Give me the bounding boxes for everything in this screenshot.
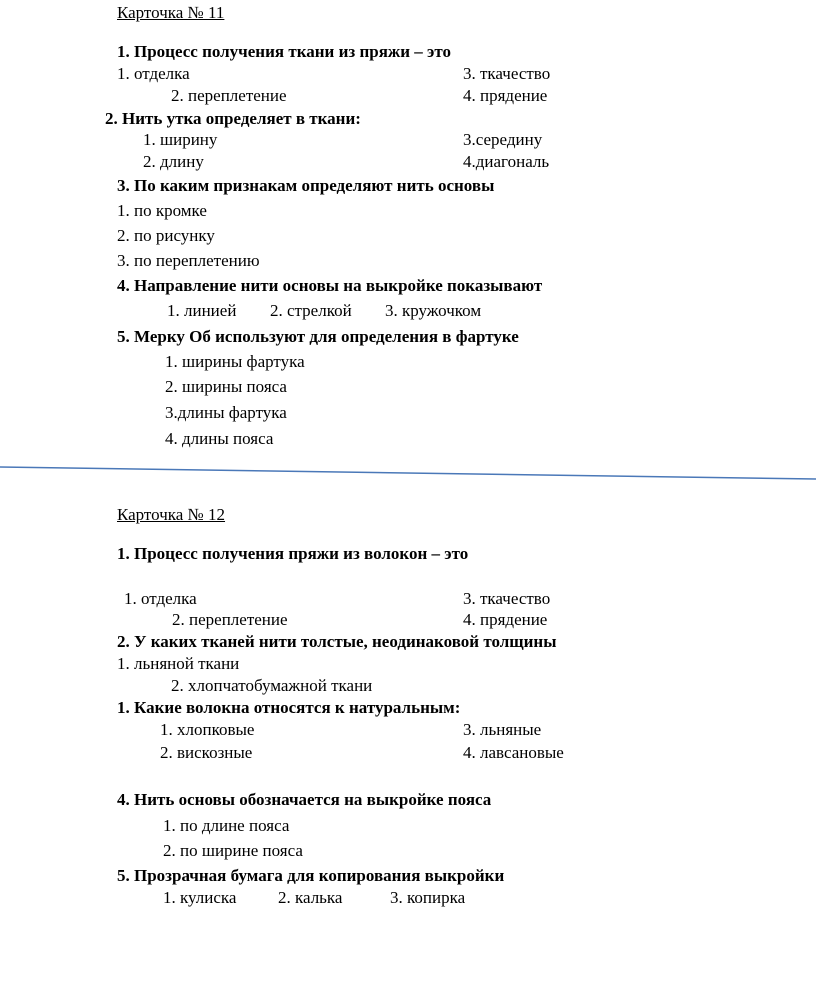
card-11-q3-answer-2: 2. по рисунку	[117, 226, 215, 245]
card-11-q3-answer-3: 3. по переплетению	[117, 251, 260, 270]
card-11-title: Карточка № 11	[117, 3, 225, 22]
card-11-q1-answer-2: 2. переплетение	[171, 86, 287, 105]
card-12-question-3: 1. Какие волокна относятся к натуральным:	[117, 698, 461, 717]
card-11-question-1: 1. Процесс получения ткани из пряжи – это	[117, 42, 451, 61]
card-11-q3-answer-1: 1. по кромке	[117, 201, 207, 220]
card-11-question-2: 2. Нить утка определяет в ткани:	[105, 109, 361, 128]
card-11-q2-answer-2: 2. длину	[143, 152, 204, 171]
card-12-q3-answer-3: 3. льняные	[463, 720, 542, 739]
card-12-q2-answer-2: 2. хлопчатобумажной ткани	[171, 676, 373, 695]
card-11-q4-answer-3: 3. кружочком	[385, 301, 482, 320]
card-11-q4-answer-1: 1. линией	[167, 301, 237, 320]
card-12-q5-answer-2: 2. калька	[278, 888, 343, 907]
card-11-q5-answer-2: 2. ширины пояса	[165, 377, 287, 396]
card-12-q1-answer-2: 2. переплетение	[172, 610, 288, 629]
card-12-title: Карточка № 12	[117, 505, 226, 524]
card-12-question-5: 5. Прозрачная бумага для копирования выкройки	[117, 866, 505, 885]
card-12-q3-answer-4: 4. лавсановые	[463, 743, 564, 762]
card-12-q3-answer-2: 2. вискозные	[160, 743, 253, 762]
card-11-question-3: 3. По каким признакам определяют нить основы	[117, 176, 495, 195]
card-12-q5-answer-1: 1. кулиска	[163, 888, 237, 907]
card-11-q5-answer-4: 4. длины пояса	[165, 429, 274, 448]
card-12-q1-answer-1: 1. отделка	[124, 589, 197, 608]
card-11-q2-answer-1: 1. ширину	[143, 130, 218, 149]
card-11-q1-answer-4: 4. прядение	[463, 86, 548, 105]
card-11-question-4: 4. Направление нити основы на выкройке показывают	[117, 276, 543, 295]
card-11-question-5: 5. Мерку Об используют для определения в фартуке	[117, 327, 519, 346]
card-11-q2-answer-4: 4.диагональ	[463, 152, 550, 171]
card-divider	[0, 464, 816, 482]
card-12-q4-answer-2: 2. по ширине пояса	[163, 841, 303, 860]
card-11-q1-answer-3: 3. ткачество	[463, 64, 551, 83]
card-11-q2-answer-3: 3.середину	[463, 130, 543, 149]
card-12-question-1: 1. Процесс получения пряжи из волокон – это	[117, 544, 469, 563]
card-12-q1-answer-3: 3. ткачество	[463, 589, 551, 608]
card-11-q5-answer-1: 1. ширины фартука	[165, 352, 305, 371]
card-12-question-4: 4. Нить основы обозначается на выкройке пояса	[117, 790, 492, 809]
card-12-q4-answer-1: 1. по длине пояса	[163, 816, 290, 835]
card-12-q2-answer-1: 1. льняной ткани	[117, 654, 240, 673]
card-11-q4-answer-2: 2. стрелкой	[270, 301, 352, 320]
card-12-question-2: 2. У каких тканей нити толстые, неодинаковой толщины	[117, 632, 557, 651]
card-12-q1-answer-4: 4. прядение	[463, 610, 548, 629]
card-11-q5-answer-3: 3.длины фартука	[165, 403, 287, 422]
card-12-q5-answer-3: 3. копирка	[390, 888, 466, 907]
card-12-q3-answer-1: 1. хлопковые	[160, 720, 255, 739]
card-11-q1-answer-1: 1. отделка	[117, 64, 190, 83]
